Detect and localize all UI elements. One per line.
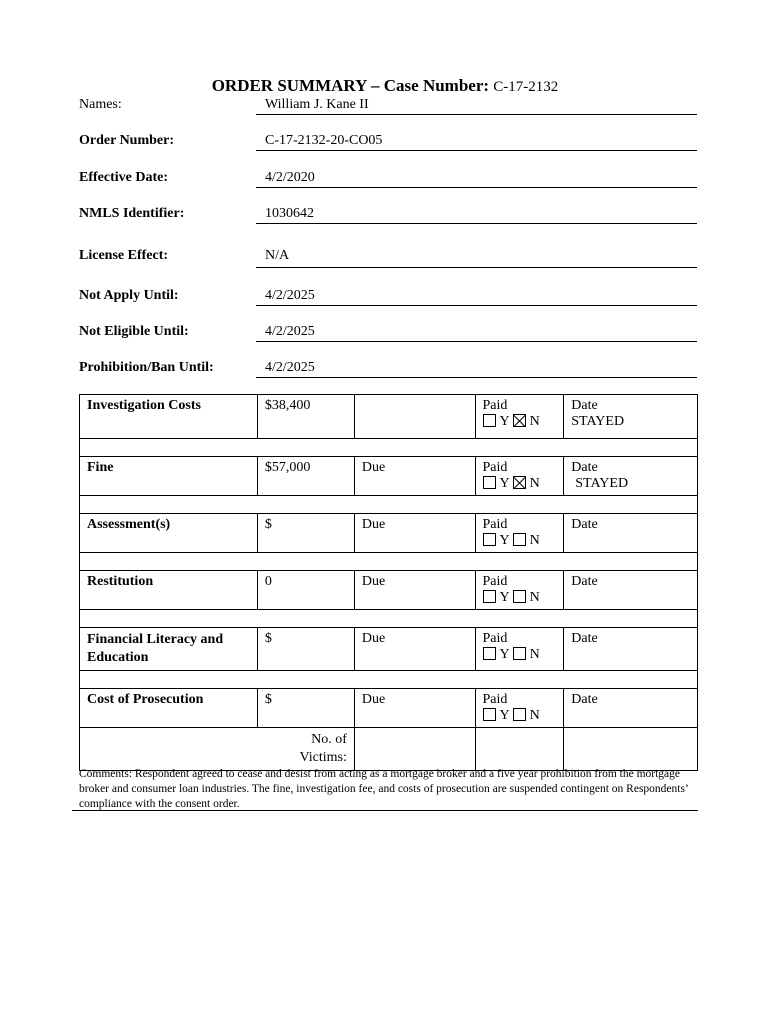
no-checkbox-checked[interactable] (513, 414, 526, 427)
row-label: Investigation Costs (80, 395, 258, 439)
table-row-assessments (80, 514, 698, 553)
table-row-financial-literacy (80, 628, 698, 671)
not-apply-until-label: Not Apply Until: (79, 288, 179, 303)
row-amount: $38,400 (257, 395, 354, 439)
license-effect-value: N/A (256, 248, 697, 268)
table-row-fine (80, 457, 698, 496)
no-label: N (529, 476, 540, 491)
table-row-investigation-costs (80, 395, 698, 439)
comments-text: Comments: Respondent agreed to cease and desist from acting as a mortgage broker and a five year prohibition from the mortgage broker and consumer loan industries. The fine, investigation fee, and costs of prosecution are suspended contingent on Respondents’ compliance with the consent order. (79, 768, 688, 810)
row-due (354, 395, 475, 439)
comments-underline (72, 810, 698, 811)
effective-date-value: 4/2/2020 (256, 170, 697, 188)
victims-empty-cell (564, 728, 698, 771)
paid-label: Paid (482, 517, 508, 532)
paid-label: Paid (482, 631, 508, 646)
row-paid-cell (475, 628, 564, 671)
row-label: Assessment(s) (80, 514, 258, 553)
table-row-restitution (80, 571, 698, 610)
table-spacer-row (80, 610, 698, 628)
no-checkbox-checked[interactable] (513, 476, 526, 489)
license-effect-label: License Effect: (79, 248, 169, 263)
order-number-label: Order Number: (79, 133, 174, 148)
row-date-cell (564, 395, 698, 439)
case-number: C-17-2132 (493, 79, 559, 95)
table-spacer-row (80, 496, 698, 514)
row-date-cell (564, 571, 698, 610)
yes-checkbox[interactable] (483, 414, 496, 427)
row-date-cell (564, 689, 698, 728)
effective-date-label: Effective Date: (79, 170, 169, 185)
row-amount: $ (257, 628, 354, 671)
table-spacer-row (80, 439, 698, 457)
row-amount: $57,000 (257, 457, 354, 496)
date-value: STAYED (571, 414, 625, 429)
prohibition-ban-until-value: 4/2/2025 (256, 360, 697, 378)
row-date-cell (564, 628, 698, 671)
paid-label: Paid (482, 460, 508, 475)
yes-label: Y (499, 476, 510, 491)
row-amount: $ (257, 689, 354, 728)
row-due: Due (354, 571, 475, 610)
yes-label: Y (499, 590, 510, 605)
no-label: N (529, 414, 540, 429)
table-spacer-row (80, 671, 698, 689)
date-label: Date (571, 631, 598, 646)
table-row-victims (80, 728, 698, 771)
row-label: Financial Literacy and Education (80, 628, 258, 671)
victims-value (354, 728, 475, 771)
no-checkbox[interactable] (513, 647, 526, 660)
title-text: ORDER SUMMARY – Case Number: (211, 76, 490, 95)
document-title (0, 76, 770, 96)
yes-label: Y (499, 647, 510, 662)
table-row-cost-of-prosecution (80, 689, 698, 728)
names-value: William J. Kane II (256, 97, 697, 115)
table-spacer-row (80, 553, 698, 571)
no-checkbox[interactable] (513, 533, 526, 546)
date-label: Date (571, 517, 598, 532)
row-label: Restitution (80, 571, 258, 610)
costs-table (79, 394, 698, 771)
row-amount: $ (257, 514, 354, 553)
row-label: Cost of Prosecution (80, 689, 258, 728)
victims-empty-cell (475, 728, 564, 771)
row-paid-cell (475, 395, 564, 439)
no-checkbox[interactable] (513, 590, 526, 603)
row-due: Due (354, 457, 475, 496)
yes-label: Y (499, 414, 510, 429)
no-label: N (529, 708, 540, 723)
row-paid-cell (475, 457, 564, 496)
nmls-identifier-label: NMLS Identifier: (79, 206, 185, 221)
yes-label: Y (499, 533, 510, 548)
row-paid-cell (475, 571, 564, 610)
paid-label: Paid (482, 398, 508, 413)
row-date-cell (564, 514, 698, 553)
date-label: Date (571, 398, 598, 413)
nmls-identifier-value: 1030642 (256, 206, 697, 224)
yes-checkbox[interactable] (483, 476, 496, 489)
date-label: Date (571, 574, 598, 589)
yes-checkbox[interactable] (483, 647, 496, 660)
no-label: N (529, 533, 540, 548)
no-checkbox[interactable] (513, 708, 526, 721)
not-eligible-until-label: Not Eligible Until: (79, 324, 189, 339)
not-apply-until-value: 4/2/2025 (256, 288, 697, 306)
prohibition-ban-until-label: Prohibition/Ban Until: (79, 360, 214, 375)
paid-label: Paid (482, 574, 508, 589)
row-date-cell (564, 457, 698, 496)
names-label: Names: (79, 97, 122, 112)
yes-checkbox[interactable] (483, 708, 496, 721)
yes-checkbox[interactable] (483, 533, 496, 546)
row-paid-cell (475, 514, 564, 553)
date-value: STAYED (575, 476, 629, 491)
yes-checkbox[interactable] (483, 590, 496, 603)
victims-label: No. of Victims: (80, 728, 355, 771)
order-number-value: C-17-2132-20-CO05 (256, 133, 697, 151)
date-label: Date (571, 692, 598, 707)
no-label: N (529, 647, 540, 662)
date-label: Date (571, 460, 598, 475)
row-due: Due (354, 628, 475, 671)
no-label: N (529, 590, 540, 605)
paid-label: Paid (482, 692, 508, 707)
row-label: Fine (80, 457, 258, 496)
row-paid-cell (475, 689, 564, 728)
yes-label: Y (499, 708, 510, 723)
row-due: Due (354, 514, 475, 553)
not-eligible-until-value: 4/2/2025 (256, 324, 697, 342)
row-due: Due (354, 689, 475, 728)
row-amount: 0 (257, 571, 354, 610)
